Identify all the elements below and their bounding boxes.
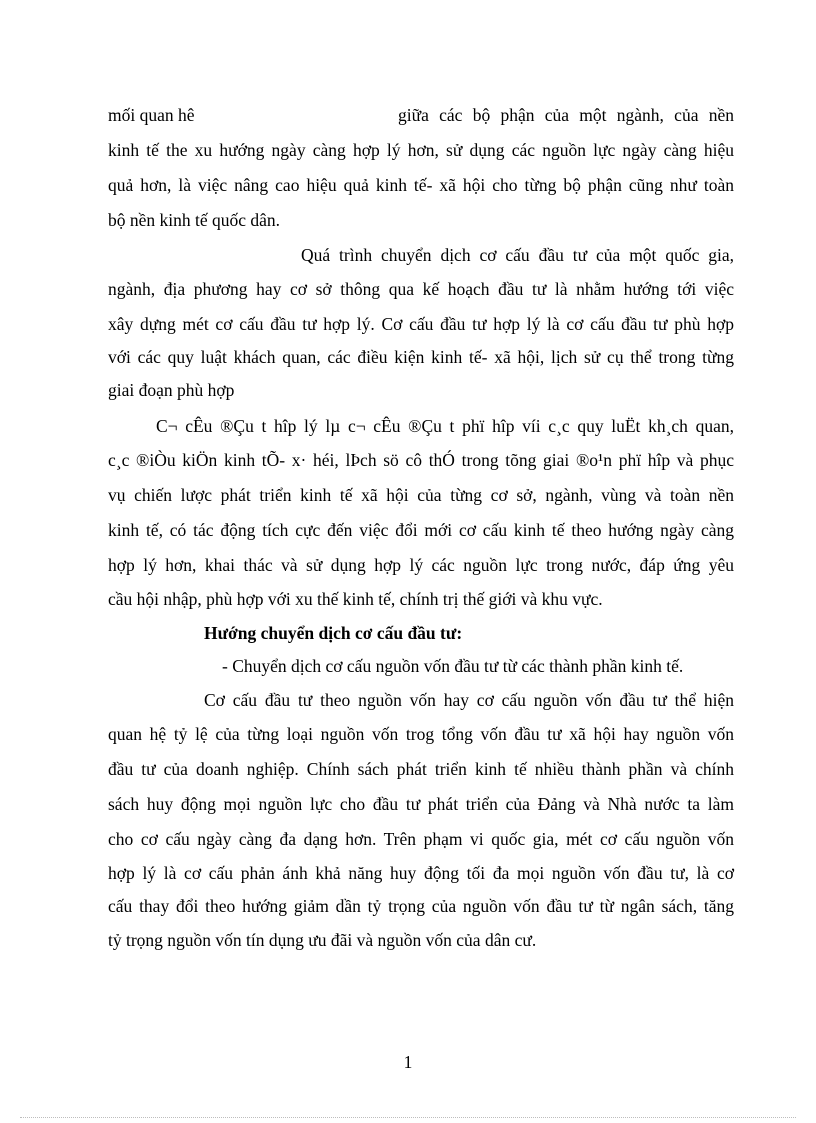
- paragraph-line: tỷ trọng nguồn vốn tín dụng ưu đãi và nguồn vốn của dân cư.: [108, 930, 537, 950]
- paragraph-line: sách huy động mọi nguồn lực cho đầu tư phát triển của Đảng và Nhà nước ta làm: [108, 794, 734, 814]
- paragraph-line: với các quy luật khách quan, các điều kiện kinh tế- xã hội, lịch sử cụ thể trong từng: [108, 347, 734, 367]
- paragraph-line: quan hệ tỷ lệ của từng loại nguồn vốn trog tổng vốn đầu tư xã hội hay nguồn vốn: [108, 724, 734, 744]
- paragraph-line: C¬ cÊu ®Çu t hîp lý lµ c¬ cÊu ®Çu t phï hîp víi c¸c quy luËt kh¸ch quan,: [156, 416, 734, 436]
- paragraph-line: hợp lý là cơ cấu phản ánh khả năng huy động tối đa mọi nguồn vốn đầu tư, là cơ: [108, 863, 734, 883]
- paragraph-line: cấu thay đổi theo hướng giảm dần tỷ trọng của nguồn vốn đầu tư từ ngân sách, tăng: [108, 896, 734, 916]
- paragraph-line: xây dựng mét cơ cấu đầu tư hợp lý. Cơ cấu đầu tư hợp lý là cơ cấu đầu tư phù hợp: [108, 314, 734, 334]
- paragraph-line: cầu hội nhập, phù hợp với xu thế kinh tế, chính trị thế giới và khu vực.: [108, 589, 603, 609]
- paragraph-line: c¸c ®iÒu kiÖn kinh tÕ- x· héi, lÞch sö cô thÓ trong tõng giai ®o¹n phï hîp và phục: [108, 450, 734, 470]
- section-heading: Hướng chuyển dịch cơ cấu đầu tư:: [204, 623, 463, 643]
- paragraph-line: Quá trình chuyển dịch cơ cấu đầu tư của một quốc gia,: [301, 245, 734, 265]
- paragraph-line: cho cơ cấu ngày càng đa dạng hơn. Trên phạm vi quốc gia, mét cơ cấu nguồn vốn: [108, 829, 734, 849]
- paragraph-line: hợp lý hơn, khai thác và sử dụng hợp lý các nguồn lực trong nước, đáp ứng yêu: [108, 555, 734, 575]
- paragraph-line: giữa các bộ phận của một ngành, của nền: [398, 105, 734, 125]
- paragraph-line: ngành, địa phương hay cơ sở thông qua kế hoạch đầu tư là nhằm hướng tới việc: [108, 279, 734, 299]
- paragraph-line: quả hơn, là việc nâng cao hiệu quả kinh tế- xã hội cho từng bộ phận cũng như toàn: [108, 175, 734, 195]
- paragraph-line: - Chuyển dịch cơ cấu nguồn vốn đầu tư từ các thành phần kinh tế.: [222, 656, 684, 676]
- paragraph-line: vụ chiến lược phát triển kinh tế xã hội của từng cơ sở, ngành, vùng và toàn nền: [108, 485, 734, 505]
- page-bottom-divider: [20, 1117, 796, 1118]
- page-number: 1: [403, 1052, 413, 1072]
- paragraph-line: kinh tế, có tác động tích cực đến việc đổi mới cơ cấu kinh tế theo hướng ngày càng: [108, 520, 734, 540]
- paragraph-line: đầu tư của doanh nghiệp. Chính sách phát triển kinh tế nhiều thành phần và chính: [108, 759, 734, 779]
- paragraph-line: Cơ cấu đầu tư theo nguồn vốn hay cơ cấu nguồn vốn đầu tư thể hiện: [204, 690, 734, 710]
- paragraph-line: bộ nền kinh tế quốc dân.: [108, 210, 281, 230]
- paragraph-line: mối quan hê: [108, 105, 195, 125]
- paragraph-line: kinh tế the xu hướng ngày càng hợp lý hơn, sử dụng các nguồn lực ngày càng hiệu: [108, 140, 734, 160]
- paragraph-line: giai đoạn phù hợp: [108, 380, 235, 400]
